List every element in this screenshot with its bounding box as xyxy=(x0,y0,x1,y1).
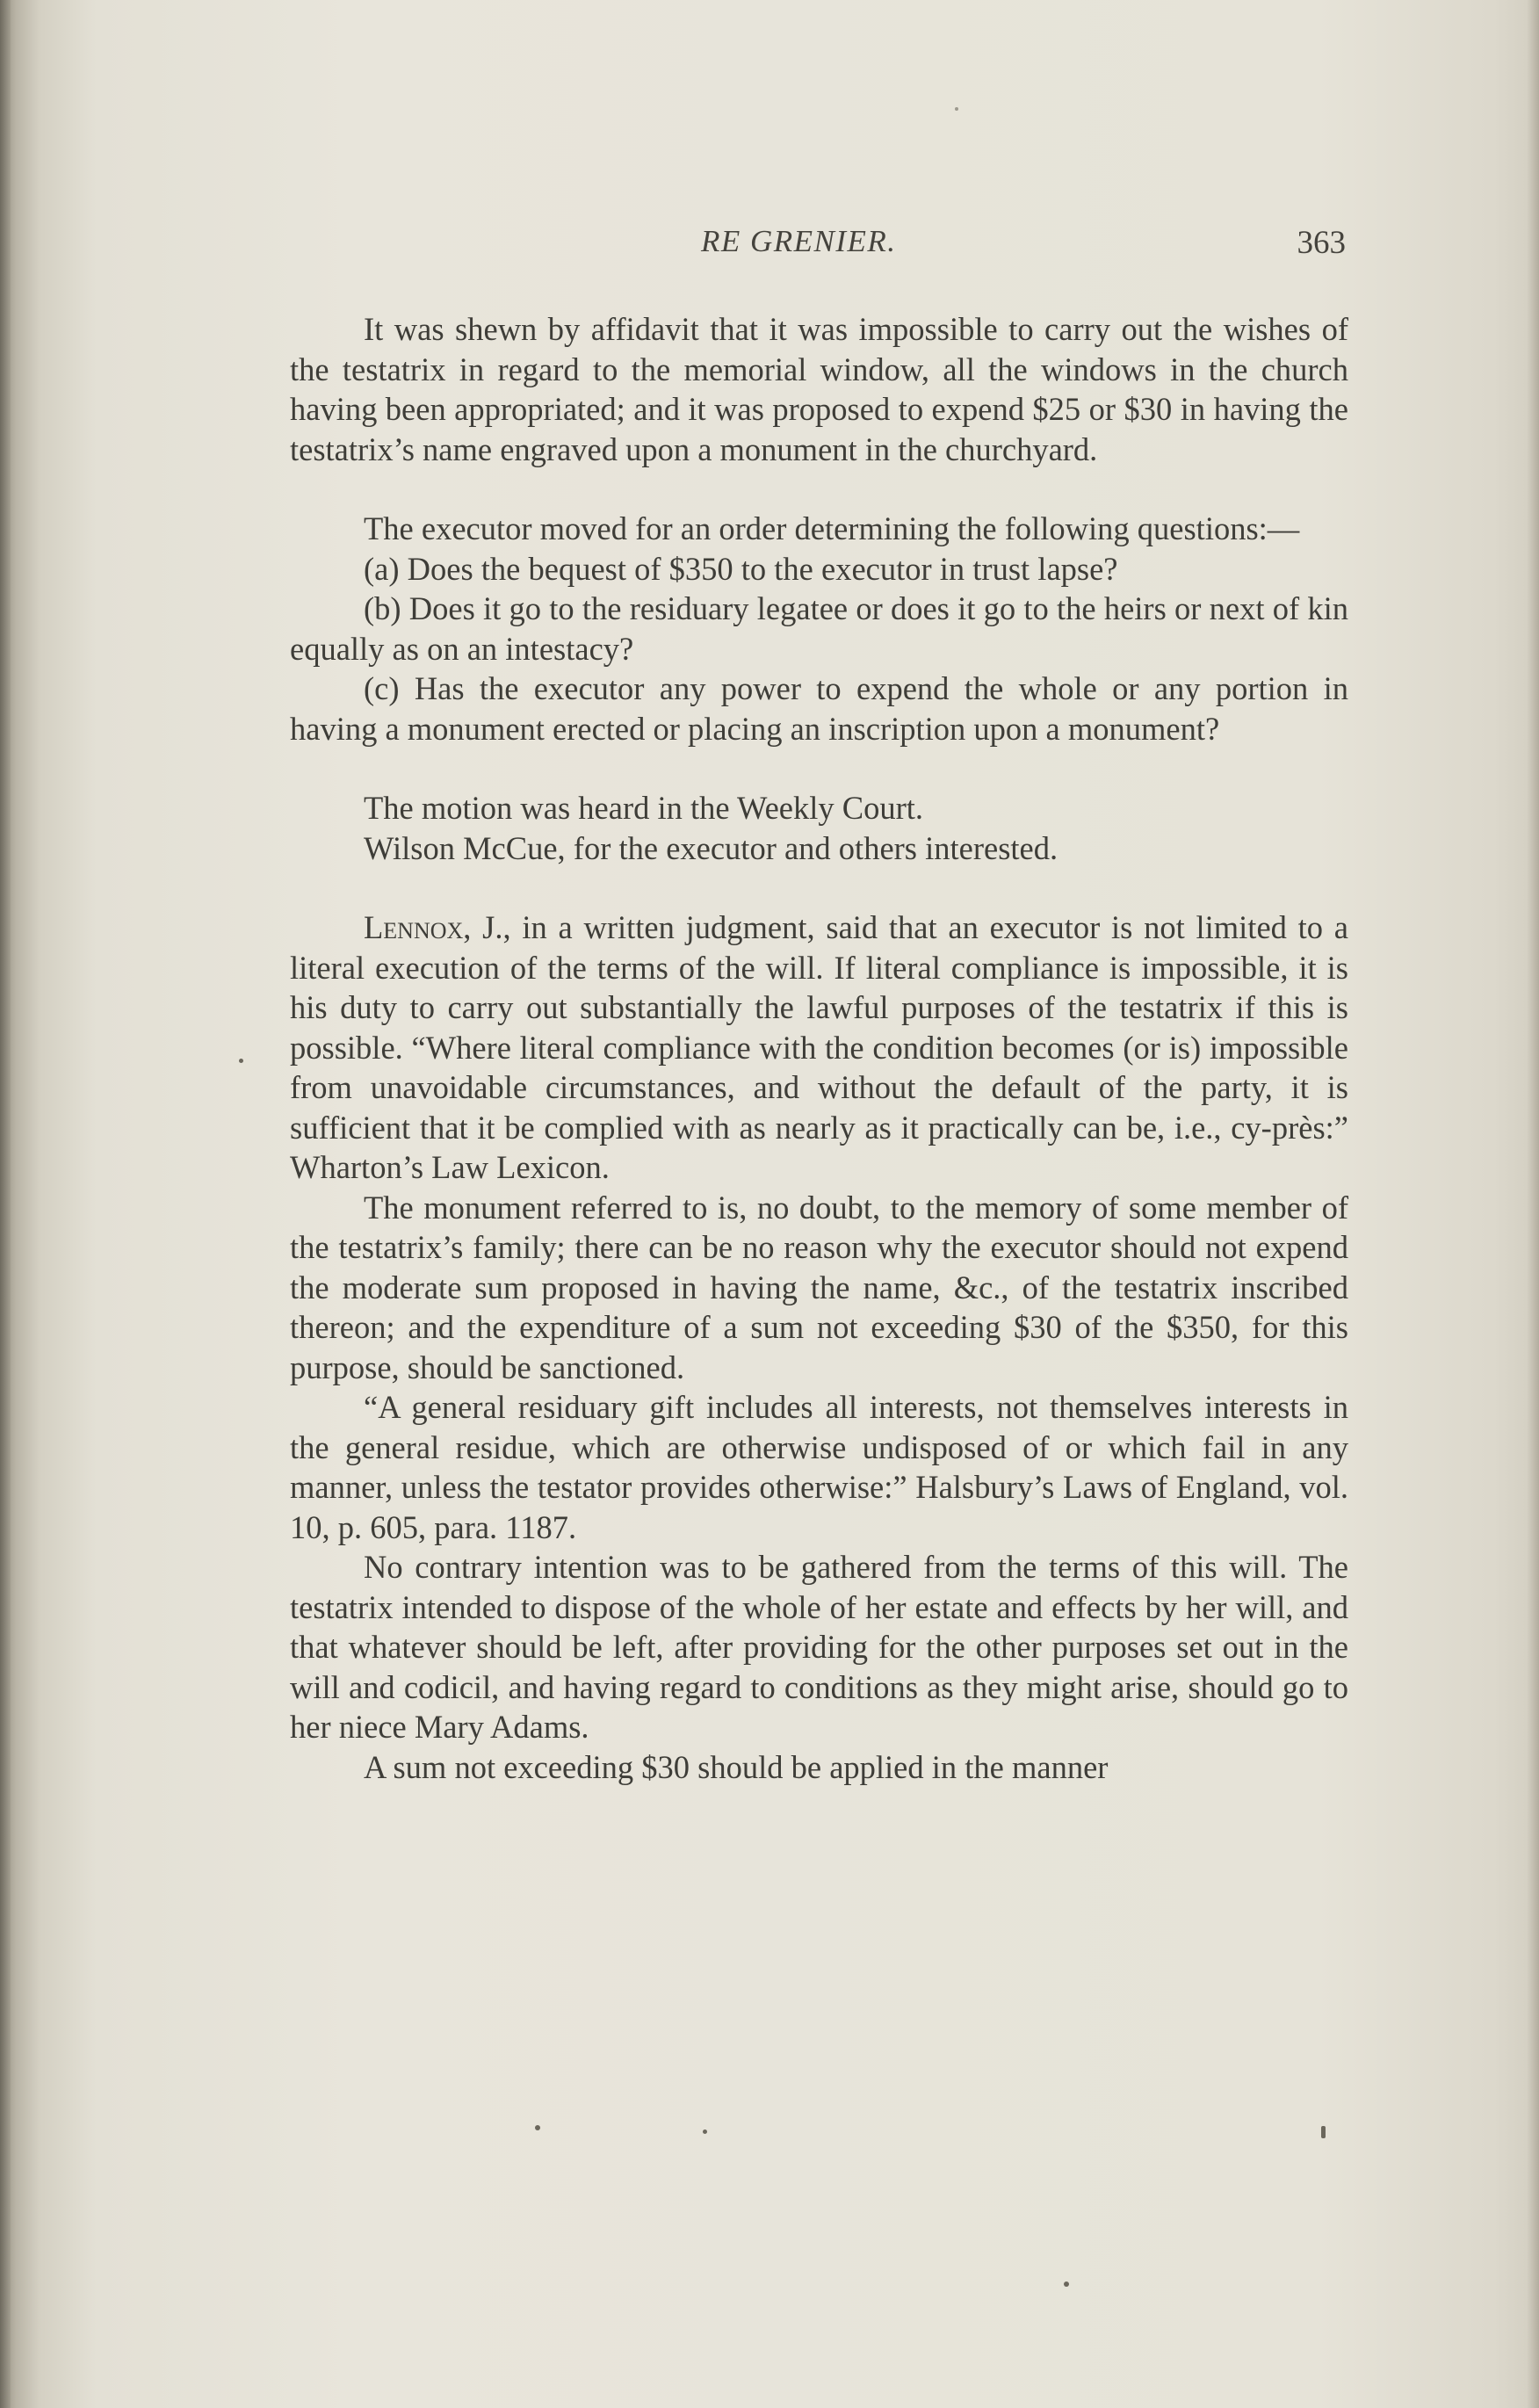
page-number: 363 xyxy=(1297,225,1346,261)
question-b: (b) Does it go to the residuary legatee or does it go to the heirs or next of kin equally as on an intestacy? xyxy=(290,590,1348,667)
paper-speck xyxy=(703,2130,707,2134)
page-body xyxy=(290,309,1348,1787)
question-a: (a) Does the bequest of $350 to the executor in trust lapse? xyxy=(364,550,1118,587)
page-header xyxy=(290,224,1346,268)
book-spine-shadow xyxy=(0,0,11,2408)
paper-speck xyxy=(1321,2126,1326,2138)
paragraph-sum: A sum not exceeding $30 should be applied in the manner xyxy=(364,1748,1109,1785)
judge-name: Lennox xyxy=(364,909,464,945)
paragraph-hearing: The motion was heard in the Weekly Court. xyxy=(364,790,924,826)
paragraph-counsel: Wilson McCue, for the executor and others interested. xyxy=(364,829,1059,866)
paper-speck xyxy=(239,1059,243,1063)
paper-speck xyxy=(1064,2281,1069,2287)
paragraph-intention: No contrary intention was to be gathered from the terms of this will. The testatrix intended to dispose of the whole of her estate and effects by her will, and that whatever should be left, after providing for the other purposes set out in the will and codicil, and having regard to conditions as they might arise, should go to her niece Mary Adams. xyxy=(290,1549,1348,1745)
question-c: (c) Has the executor any power to expend the whole or any portion in having a monument erected or placing an inscription upon a monument? xyxy=(290,670,1348,747)
page-edge-shadow xyxy=(1527,0,1539,2408)
paper-speck xyxy=(535,2125,540,2130)
paragraph-motion: The executor moved for an order determining the following questions:— xyxy=(364,510,1300,546)
paragraph-judgment xyxy=(290,908,1348,1188)
paragraph-residuary-quote: “A general residuary gift includes all interests, not themselves interests in the general residue, which are otherwise undisposed of or which fail in any manner, unless the testator provides otherwise:” Halsbury’s Laws of England, vol. 10, p. 605, para. 1187. xyxy=(290,1389,1348,1545)
paragraph-affidavit: It was shewn by affidavit that it was impossible to carry out the wishes of the testatrix in regard to the memorial window, all the windows in the church having been appropriated; and it was proposed to expend $25 or $30 in having the testatrix’s name engraved upon a monument in the churchyard. xyxy=(290,311,1348,467)
judgment-text: , J., in a written judgment, said that an executor is not limited to a literal execution of the terms of the will. If literal compliance is impossible, it is his duty to carry out substantially the lawful purposes of the testatrix if this is possible. “Where literal compliance with the condition becomes (or is) impossible from unavoidable circumstances, and without the default of the party, it is sufficient that it be complied with as nearly as it practically can be, i.e., cy-près:” Wharton’s Law Lexicon. xyxy=(290,909,1348,1185)
paper-speck xyxy=(955,107,958,111)
running-head: RE GRENIER. xyxy=(701,224,897,258)
paragraph-monument: The monument referred to is, no doubt, to the memory of some member of the testatrix’s family; there can be no reason why the executor should not expend the moderate sum proposed in having the name, &c., of the testatrix inscribed thereon; and the expenditure of a sum not exceeding $30 of the $350, for this purpose, should be sanctioned. xyxy=(290,1189,1348,1385)
